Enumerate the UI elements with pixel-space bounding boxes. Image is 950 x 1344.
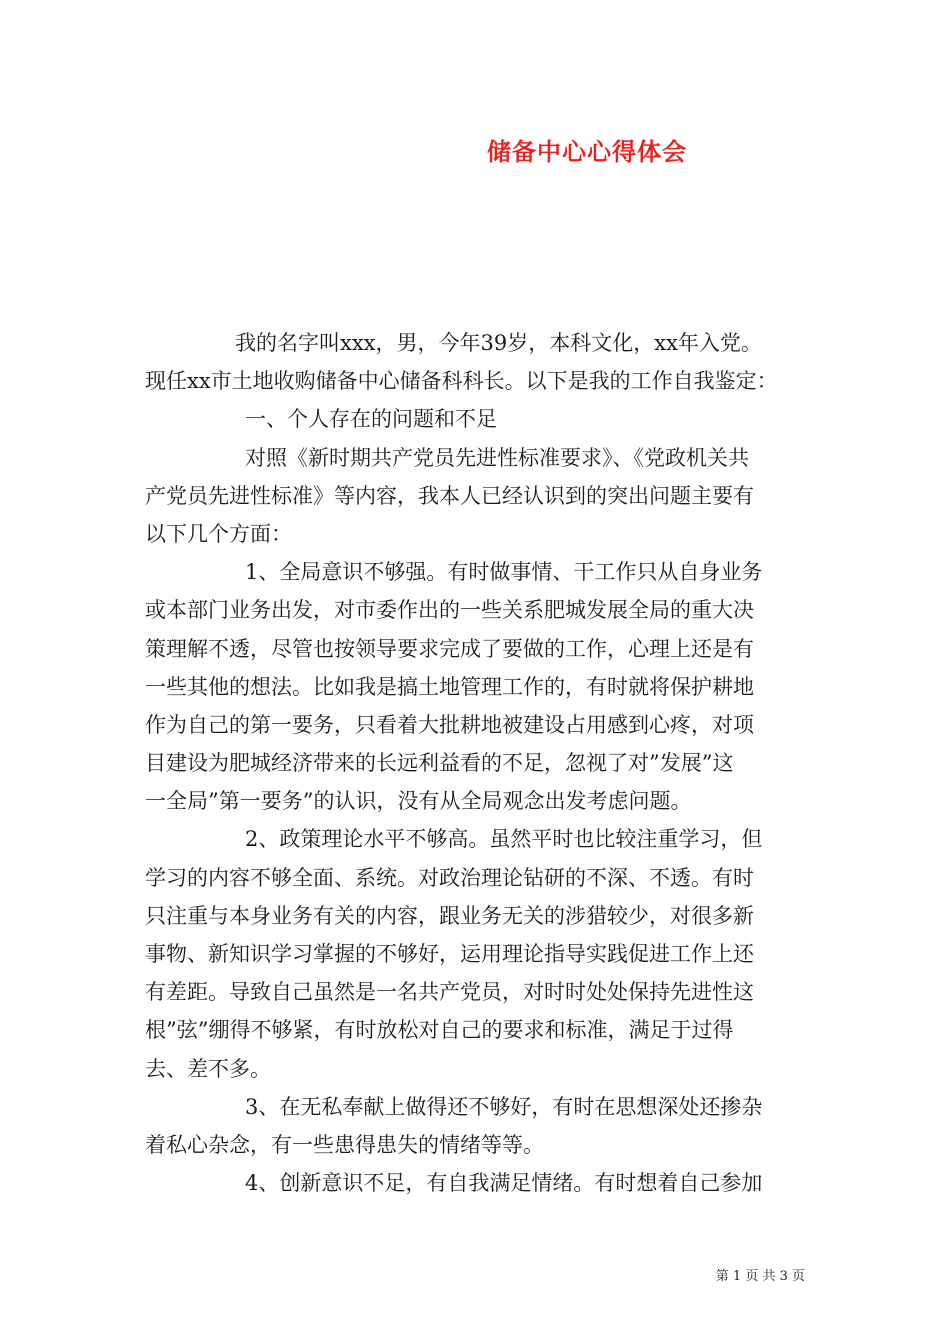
body-text-line: 去、差不多。 [145,1056,271,1081]
body-text-line: 产党员先进性标准》等内容，我本人已经认识到的突出问题主要有 [145,483,754,508]
body-text-line: 现任xx市土地收购储备中心储备科科长。以下是我的工作自我鉴定： [145,369,778,394]
page-footer [0,1265,805,1284]
body-text-line: 根”弦”绷得不够紧，有时放松对自己的要求和标准，满足于过得 [145,1018,734,1043]
body-text-line: 或本部门业务出发，对市委作出的一些关系肥城发展全局的重大决 [145,598,754,623]
body-text-line: 学习的内容不够全面、系统。对政治理论钻研的不深、不透。有时 [145,865,754,890]
document-body [145,324,815,1202]
body-text-line: 一全局”第一要务”的认识，没有从全局观念出发考虑问题。 [145,789,692,814]
body-text-line: 有差距。导致自己虽然是一名共产党员，对时时处处保持先进性这 [145,980,754,1005]
body-text-line: 着私心杂念，有一些患得患失的情绪等等。 [145,1132,544,1157]
body-text-line: 事物、新知识学习掌握的不够好，运用理论指导实践促进工作上还 [145,942,754,966]
page-number-label: 第 1 页 共 3 页 [715,1269,805,1284]
body-text-line: 作为自己的第一要务，只看着大批耕地被建设占用感到心疼，对项 [145,712,754,737]
body-text-line: 4、创新意识不足，有自我满足情绪。有时想着自己参加 [245,1171,763,1196]
body-text-line: 我的名字叫xxx，男，今年39岁，本科文化，xx年入党。 [235,331,762,355]
body-text-line: 1、全局意识不够强。有时做事情、干工作只从自身业务 [245,560,763,585]
page-title: 储备中心心得体会 [487,138,687,166]
body-text-line: 一、个人存在的问题和不足 [245,407,497,432]
body-text-line: 以下几个方面： [145,521,292,546]
body-text-line: 3、在无私奉献上做得还不够好，有时在思想深处还掺杂 [245,1094,763,1119]
body-text-line: 只注重与本身业务有关的内容，跟业务无关的涉猎较少，对很多新 [145,903,754,928]
body-text-line: 对照《新时期共产党员先进性标准要求》、《党政机关共 [245,445,749,470]
body-text-line: 一些其他的想法。比如我是搞土地管理工作的，有时就将保护耕地 [145,674,754,699]
body-text-line: 2、政策理论水平不够高。虽然平时也比较注重学习，但 [245,827,763,852]
body-text-line: 策理解不透，尽管也按领导要求完成了要做的工作，心理上还是有 [145,636,754,661]
body-text-line: 目建设为肥城经济带来的长远利益看的不足，忽视了对”发展”这 [145,751,734,776]
